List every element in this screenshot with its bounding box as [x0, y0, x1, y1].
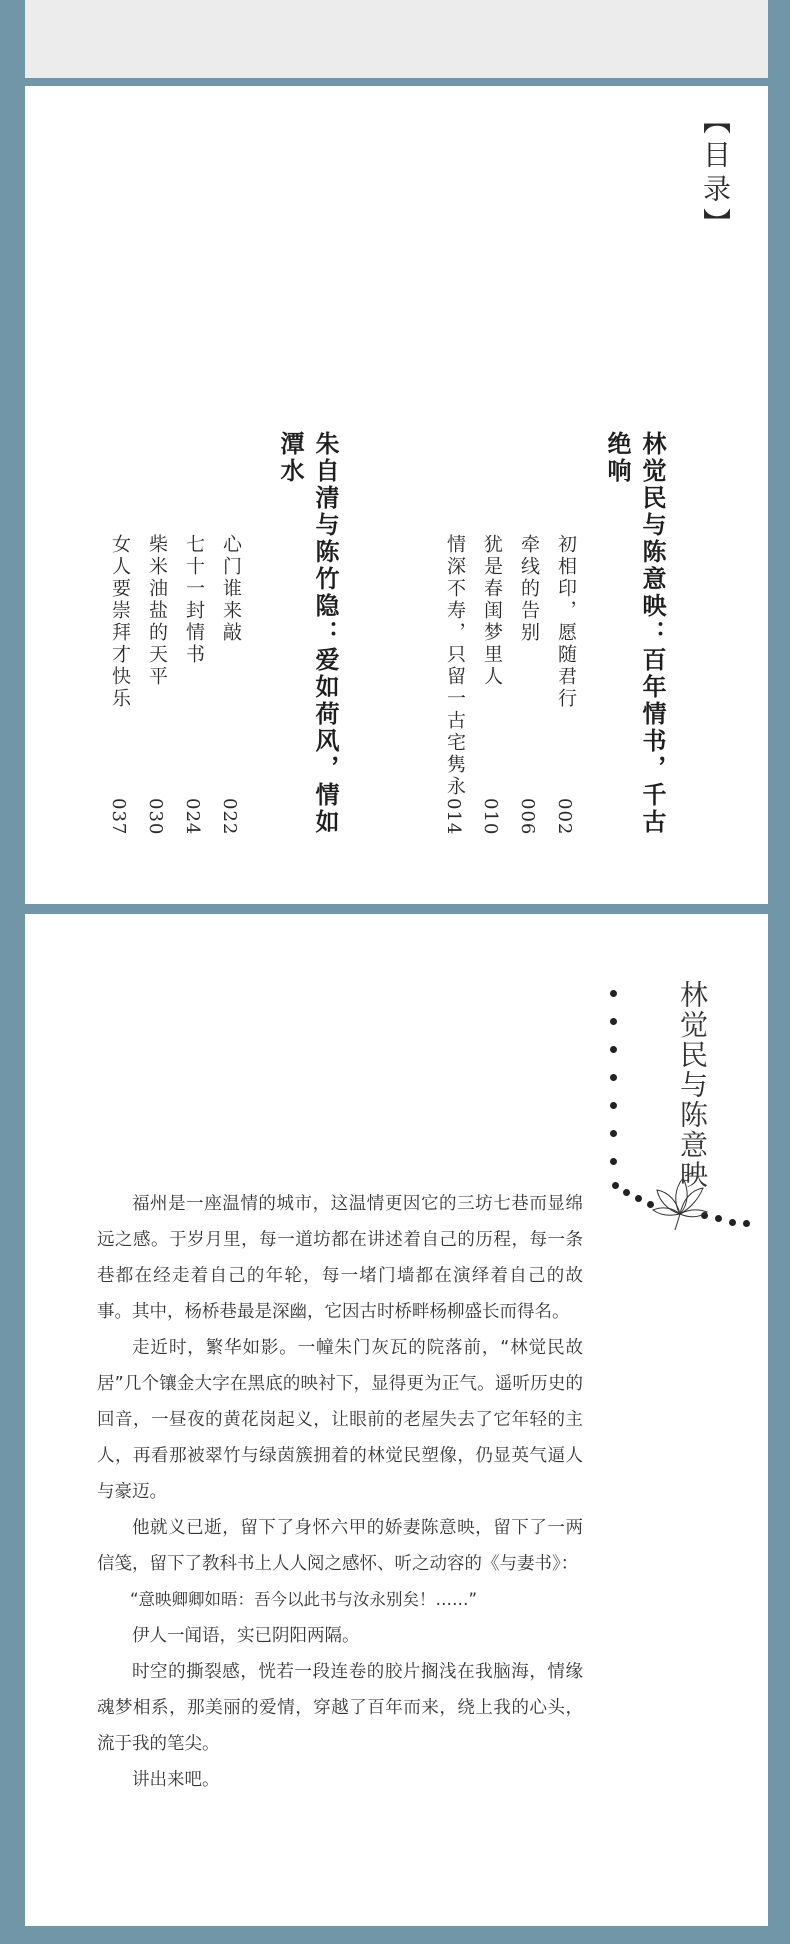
toc-entry-page: 006: [517, 798, 538, 836]
decor-dot: [610, 1046, 617, 1053]
decor-dot: [610, 1018, 617, 1025]
decor-dot: [623, 1189, 630, 1196]
toc-entry-title[interactable]: 心门谁来敲: [220, 534, 242, 644]
toc-entry-title[interactable]: 牵线的告别: [518, 534, 540, 644]
decor-dot: [610, 990, 617, 997]
toc-entry-page: 014: [443, 798, 464, 836]
toc-entry-page: 030: [145, 798, 166, 836]
chapter-side-title: 林觉民与陈意映: [676, 980, 709, 1190]
article-paragraph: 伊人一闻语，实已阴阳两隔。: [132, 1626, 360, 1646]
article-paragraph: 福州是一座温情的城市，这温情更因它的三坊七巷而显绵远之感。于岁月里，每一道坊都在讲述着自己的历程，每一条巷都在经走着自己的年轮，每一堵门墙都在演绎着自己的故事。其中，杨桥巷最是深幽，它因古时桥畔杨柳盛长而得名。: [97, 1194, 583, 1322]
decor-dot: [610, 1102, 617, 1109]
toc-page: [25, 86, 768, 904]
article-quote: “意映卿卿如晤：吾今以此书与汝永别矣！……”: [130, 1590, 478, 1609]
toc-entry-page: 010: [480, 798, 501, 836]
toc-entry-page: 002: [554, 798, 575, 836]
toc-entry-title[interactable]: 七十一封情书: [183, 534, 205, 666]
decor-dot: [610, 1158, 617, 1165]
decor-dot: [743, 1220, 750, 1227]
toc-entry-page: 037: [108, 798, 129, 836]
chapter-page: [25, 914, 768, 1926]
toc-entry-title[interactable]: 情深不寿，只留一古宅隽永: [444, 534, 466, 798]
previous-page-strip: [25, 0, 768, 78]
article-paragraph: 讲出来吧。: [132, 1770, 220, 1790]
toc-entry-title[interactable]: 初相印，愿随君行: [555, 534, 577, 710]
decor-dot: [610, 1130, 617, 1137]
decor-dot: [610, 1074, 617, 1081]
toc-entry-title[interactable]: 犹是春闺梦里人: [481, 534, 503, 688]
chapter-2-title-cont[interactable]: 潭水: [276, 431, 305, 485]
toc-entry-title[interactable]: 女人要崇拜才快乐: [109, 534, 131, 710]
article-paragraph: 他就义已逝，留下了身怀六甲的娇妻陈意映，留下了一两信笺，留下了教科书上人人阅之感怀、听之动容的《与妻书》：: [97, 1518, 583, 1574]
article-paragraph: 时空的撕裂感，恍若一段连卷的胶片搁浅在我脑海，情缘魂梦相系，那美丽的爱情，穿越了百年而来，绕上我的心头，流于我的笔尖。: [97, 1662, 583, 1754]
decor-dot: [729, 1219, 736, 1226]
toc-title: 【目录】: [699, 106, 732, 242]
article-body: [97, 1186, 583, 1798]
toc-entry-page: 022: [219, 798, 240, 836]
chapter-2-title[interactable]: 朱自清与陈竹隐：爱如荷风，情如: [311, 431, 340, 836]
decor-dot: [715, 1215, 722, 1222]
lotus-icon: [645, 1164, 715, 1234]
decor-dot: [635, 1195, 642, 1202]
article-paragraph: 走近时，繁华如影。一幢朱门灰瓦的院落前，“林觉民故居”几个镶金大字在黑底的映衬下，显得更为正气。遥听历史的回音，一昼夜的黄花岗起义，让眼前的老屋失去了它年轻的主人，再看那被翠竹与绿茵簇拥着的林觉民塑像，仍显英气逼人与豪迈。: [97, 1338, 583, 1502]
toc-entry-title[interactable]: 柴米油盐的天平: [146, 534, 168, 688]
toc-entry-page: 024: [182, 798, 203, 836]
chapter-1-title[interactable]: 林觉民与陈意映：百年情书，千古: [638, 431, 667, 836]
decor-dot: [612, 1182, 619, 1189]
chapter-1-title-cont[interactable]: 绝响: [603, 431, 632, 485]
